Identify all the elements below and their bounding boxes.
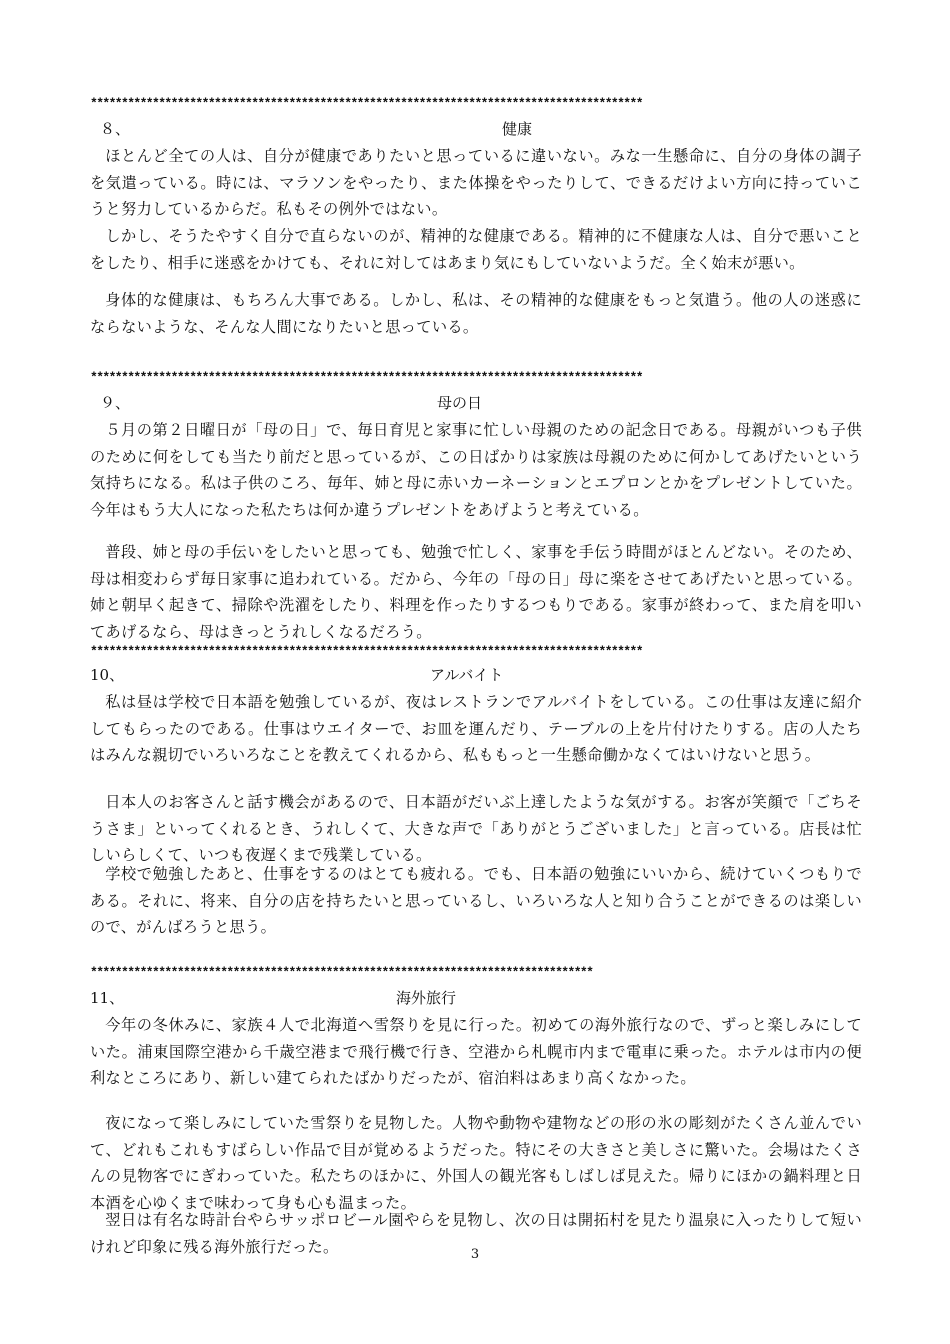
paragraph: 身体的な健康は、もちろん大事である。しかし、私は、その精神的な健康をもっと気遣う。他の人の迷惑にならないような、そんな人間になりたいと思っている。 — [90, 291, 862, 336]
paragraph: ５月の第２日曜日が「母の日」で、毎日育児と家事に忙しい母親のための記念日である。母親がいつも子供のために何をしても当たり前だと思っているが、この日ばかりは家族は母親のために何かしてあげたいという気持ちになる。私は子供のころ、毎年、姉と母に赤いカーネーションとエプロンとかをプレゼントしていた。今年はもう大人になった私たちは何か違うプレゼントをあげようと考えている。 — [90, 421, 862, 519]
section-title: 健康 — [502, 120, 533, 138]
section-number: ９、 — [100, 394, 131, 412]
separator-line: ***************************************************************************************** — [90, 371, 642, 385]
separator-line: ***************************************************************************************** — [90, 645, 642, 659]
section-heading — [90, 118, 860, 140]
separator-line: ***************************************************************************************** — [90, 97, 642, 111]
paragraph: しかし、そうたやすく自分で直らないのが、精神的な健康である。精神的に不健康な人は、自分で悪いことをしたり、相手に迷惑をかけても、それに対してはあまり気にもしていないようだ。全く始末が悪い。 — [90, 227, 862, 272]
separator-line: ********************************************************************************* — [90, 966, 593, 980]
section-heading — [90, 664, 860, 686]
paragraph: 普段、姉と母の手伝いをしたいと思っても、勉強で忙しく、家事を手伝う時間がほとんどない。そのため、母は相変わらず毎日家事に追われている。だから、今年の「母の日」母に楽をさせてあげたいと思っている。姉と朝早く起きて、掃除や洗濯をしたり、料理を作ったりするつもりである。家事が終わって、また肩を叩いてあげるなら、母はきっとうれしくなるだろう。 — [90, 543, 862, 641]
paragraph: 私は昼は学校で日本語を勉強しているが、夜はレストランでアルバイトをしている。この仕事は友達に紹介してもらったのである。仕事はウエイターで、お皿を運んだり、テーブルの上を片付けたりする。店の人たちはみんな親切でいろいろなことを教えてくれるから、私ももっと一生懸命働かなくてはいけないと思う。 — [90, 693, 862, 764]
paragraph: ほとんど全ての人は、自分が健康でありたいと思っているに違いない。みな一生懸命に、自分の身体の調子を気遣っている。時には、マラソンをやったり、また体操をやったりして、できるだけよい方向に持っていこうと努力しているからだ。私もその例外ではない。 — [90, 147, 862, 218]
section-title: アルバイト — [430, 666, 504, 684]
section-title: 母の日 — [437, 394, 483, 412]
section-title: 海外旅行 — [396, 989, 457, 1007]
paragraph: 翌日は有名な時計台やらサッポロビール園やらを見物し、次の日は開拓村を見たり温泉に入ったりして短いけれど印象に残る海外旅行だった。 — [90, 1211, 862, 1256]
paragraph: 日本人のお客さんと話す機会があるので、日本語がだいぶ上達したような気がする。お客が笑顔で「ごちそうさま」といってくれるとき、うれしくて、大きな声で「ありがとうございました」と言っている。店長は忙しいらしくて、いつも夜遅くまで残業している。 — [90, 793, 862, 864]
section-number: 11、 — [90, 989, 125, 1007]
section-number: ８、 — [100, 120, 131, 138]
section-number: 10、 — [90, 666, 125, 684]
paragraph: 今年の冬休みに、家族４人で北海道へ雪祭りを見に行った。初めての海外旅行なので、ずっと楽しみにしていた。浦東国際空港から千歳空港まで飛行機で行き、空港から札幌市内まで電車に乗った。ホテルは市内の便利なところにあり、新しい建てられたばかりだったが、宿泊料はあまり高くなかった。 — [90, 1016, 862, 1087]
page-number: 3 — [470, 1247, 480, 1262]
paragraph: 夜になって楽しみにしていた雪祭りを見物した。人物や動物や建物などの形の氷の彫刻がたくさん並んでいて、どれもこれもすばらしい作品で目が覚めるようだった。特にその大きさと美しさに驚いた。会場はたくさんの見物客でにぎわっていた。私たちのほかに、外国人の観光客もしばしば見えた。帰りにほかの鍋料理と日本酒を心ゆくまで味わって身も心も温まった。 — [90, 1114, 862, 1212]
paragraph: 学校で勉強したあと、仕事をするのはとても疲れる。でも、日本語の勉強にいいから、続けていくつもりである。それに、将来、自分の店を持ちたいと思っているし、いろいろな人と知り合うことができるのは楽しいので、がんばろうと思う。 — [90, 865, 862, 936]
section-heading — [90, 987, 860, 1009]
section-heading — [90, 392, 860, 414]
